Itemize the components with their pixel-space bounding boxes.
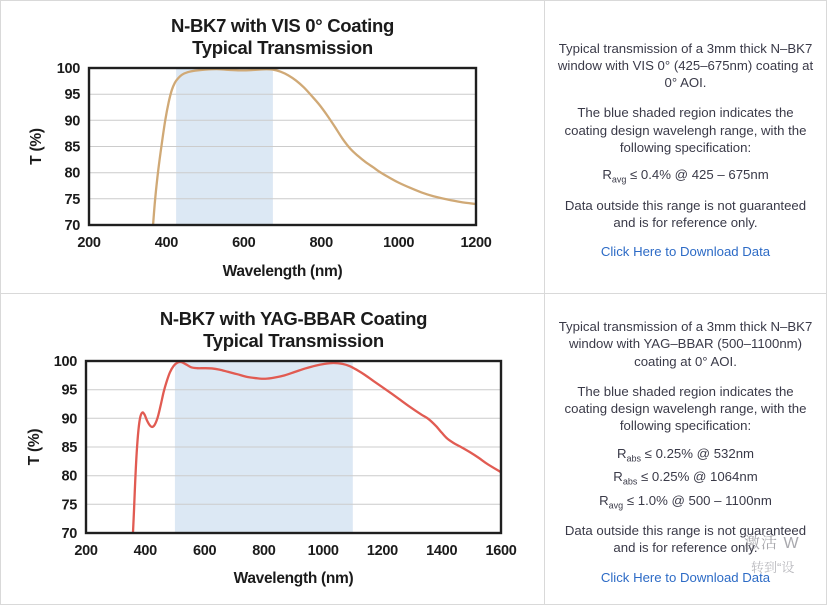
- x-tick-label: 200: [77, 235, 101, 251]
- x-tick-label: 200: [74, 543, 98, 559]
- description-text: Typical transmission of a 3mm thick N–BK7 window with VIS 0° (425–675nm) coating at 0° AOI.: [557, 40, 814, 91]
- chart-title: N-BK7 with VIS 0° Coating: [171, 15, 394, 36]
- y-tick-label: 85: [61, 440, 77, 456]
- y-tick-label: 75: [61, 497, 77, 514]
- y-tick-label: 85: [64, 139, 80, 156]
- y-tick-label: 100: [56, 61, 80, 77]
- spec-line: [599, 491, 772, 513]
- y-tick-label: 75: [64, 191, 80, 208]
- y-axis-label: T (%): [28, 128, 45, 165]
- spec-line: [599, 444, 772, 466]
- y-axis-label: T (%): [26, 428, 43, 466]
- watermark-line1: 激活 W: [744, 535, 800, 552]
- spec-prefix: R: [599, 493, 609, 509]
- chart-title: N-BK7 with YAG-BBAR Coating: [159, 308, 428, 329]
- y-tick-label: 95: [61, 382, 77, 399]
- watermark-line2: 转到“设: [751, 560, 795, 575]
- download-data-link[interactable]: Click Here to Download Data: [600, 244, 771, 260]
- download-data-link[interactable]: Click Here to Download Data: [600, 570, 771, 586]
- spec-subscript: abs: [626, 453, 642, 464]
- spec-line: [602, 165, 768, 187]
- info-panel-yag: [545, 294, 826, 604]
- x-tick-label: 1000: [307, 543, 339, 559]
- disclaimer-text: Data outside this range is not guaranteed and is for reference only.: [564, 197, 807, 230]
- spec-prefix: R: [613, 469, 623, 485]
- spec-value: ≤ 0.25% @ 1064nm: [637, 469, 758, 485]
- spec-subscript: abs: [622, 477, 638, 488]
- x-tick-label: 800: [309, 235, 333, 251]
- x-tick-label: 1000: [383, 235, 415, 251]
- chart-cell-yag: [1, 294, 545, 604]
- row-yag-coating: [1, 294, 826, 604]
- band-note-text: The blue shaded region indicates the coating design wavelengh range, with the following specification:: [564, 105, 807, 155]
- y-tick-label: 70: [64, 218, 80, 234]
- chart-subtitle: Typical Transmission: [203, 330, 384, 351]
- spec-prefix: R: [602, 167, 612, 183]
- info-panel-vis: [545, 1, 826, 293]
- x-tick-label: 400: [154, 235, 179, 251]
- y-tick-label: 70: [61, 526, 77, 542]
- x-tick-label: 800: [252, 543, 276, 559]
- disclaimer-text: Data outside this range is not guaranteed and is for reference only.: [564, 523, 807, 556]
- y-tick-label: 80: [64, 165, 80, 182]
- x-tick-label: 1200: [366, 543, 398, 559]
- spec-list: [602, 163, 768, 189]
- x-tick-label: 600: [232, 235, 256, 251]
- spec-subscript: avg: [608, 500, 624, 511]
- y-tick-label: 90: [61, 411, 77, 428]
- x-axis-label: Wavelength (nm): [233, 570, 354, 587]
- row-vis-coating: [1, 1, 826, 294]
- x-axis-label: Wavelength (nm): [222, 263, 343, 280]
- description-text: Typical transmission of a 3mm thick N–BK7 window with YAG–BBAR (500–1100nm) coating at 0° AOI.: [558, 319, 813, 369]
- spec-prefix: R: [616, 445, 627, 461]
- y-tick-label: 100: [53, 354, 77, 370]
- y-tick-label: 95: [64, 87, 80, 104]
- x-tick-label: 600: [192, 543, 217, 559]
- spec-value: ≤ 0.4% @ 425 – 675nm: [626, 167, 769, 183]
- spec-subscript: avg: [611, 175, 627, 186]
- chart-subtitle: Typical Transmission: [192, 37, 373, 58]
- spec-list: [599, 442, 772, 515]
- chart-cell-vis: [1, 1, 545, 293]
- transmission-line-chart: [1, 294, 544, 604]
- x-tick-label: 400: [133, 543, 157, 559]
- spec-line: [599, 467, 772, 489]
- band-note-text: The blue shaded region indicates the coating design wavelengh range, with the following specification:: [564, 383, 807, 434]
- x-tick-label: 1400: [426, 543, 458, 559]
- transmission-line-chart: [1, 1, 544, 293]
- y-tick-label: 80: [61, 468, 77, 485]
- x-tick-label: 1200: [460, 235, 492, 251]
- spec-value: ≤ 1.0% @ 500 – 1100nm: [623, 493, 772, 509]
- y-tick-label: 90: [64, 113, 80, 130]
- x-tick-label: 1600: [485, 543, 517, 559]
- spec-value: ≤ 0.25% @ 532nm: [641, 445, 755, 461]
